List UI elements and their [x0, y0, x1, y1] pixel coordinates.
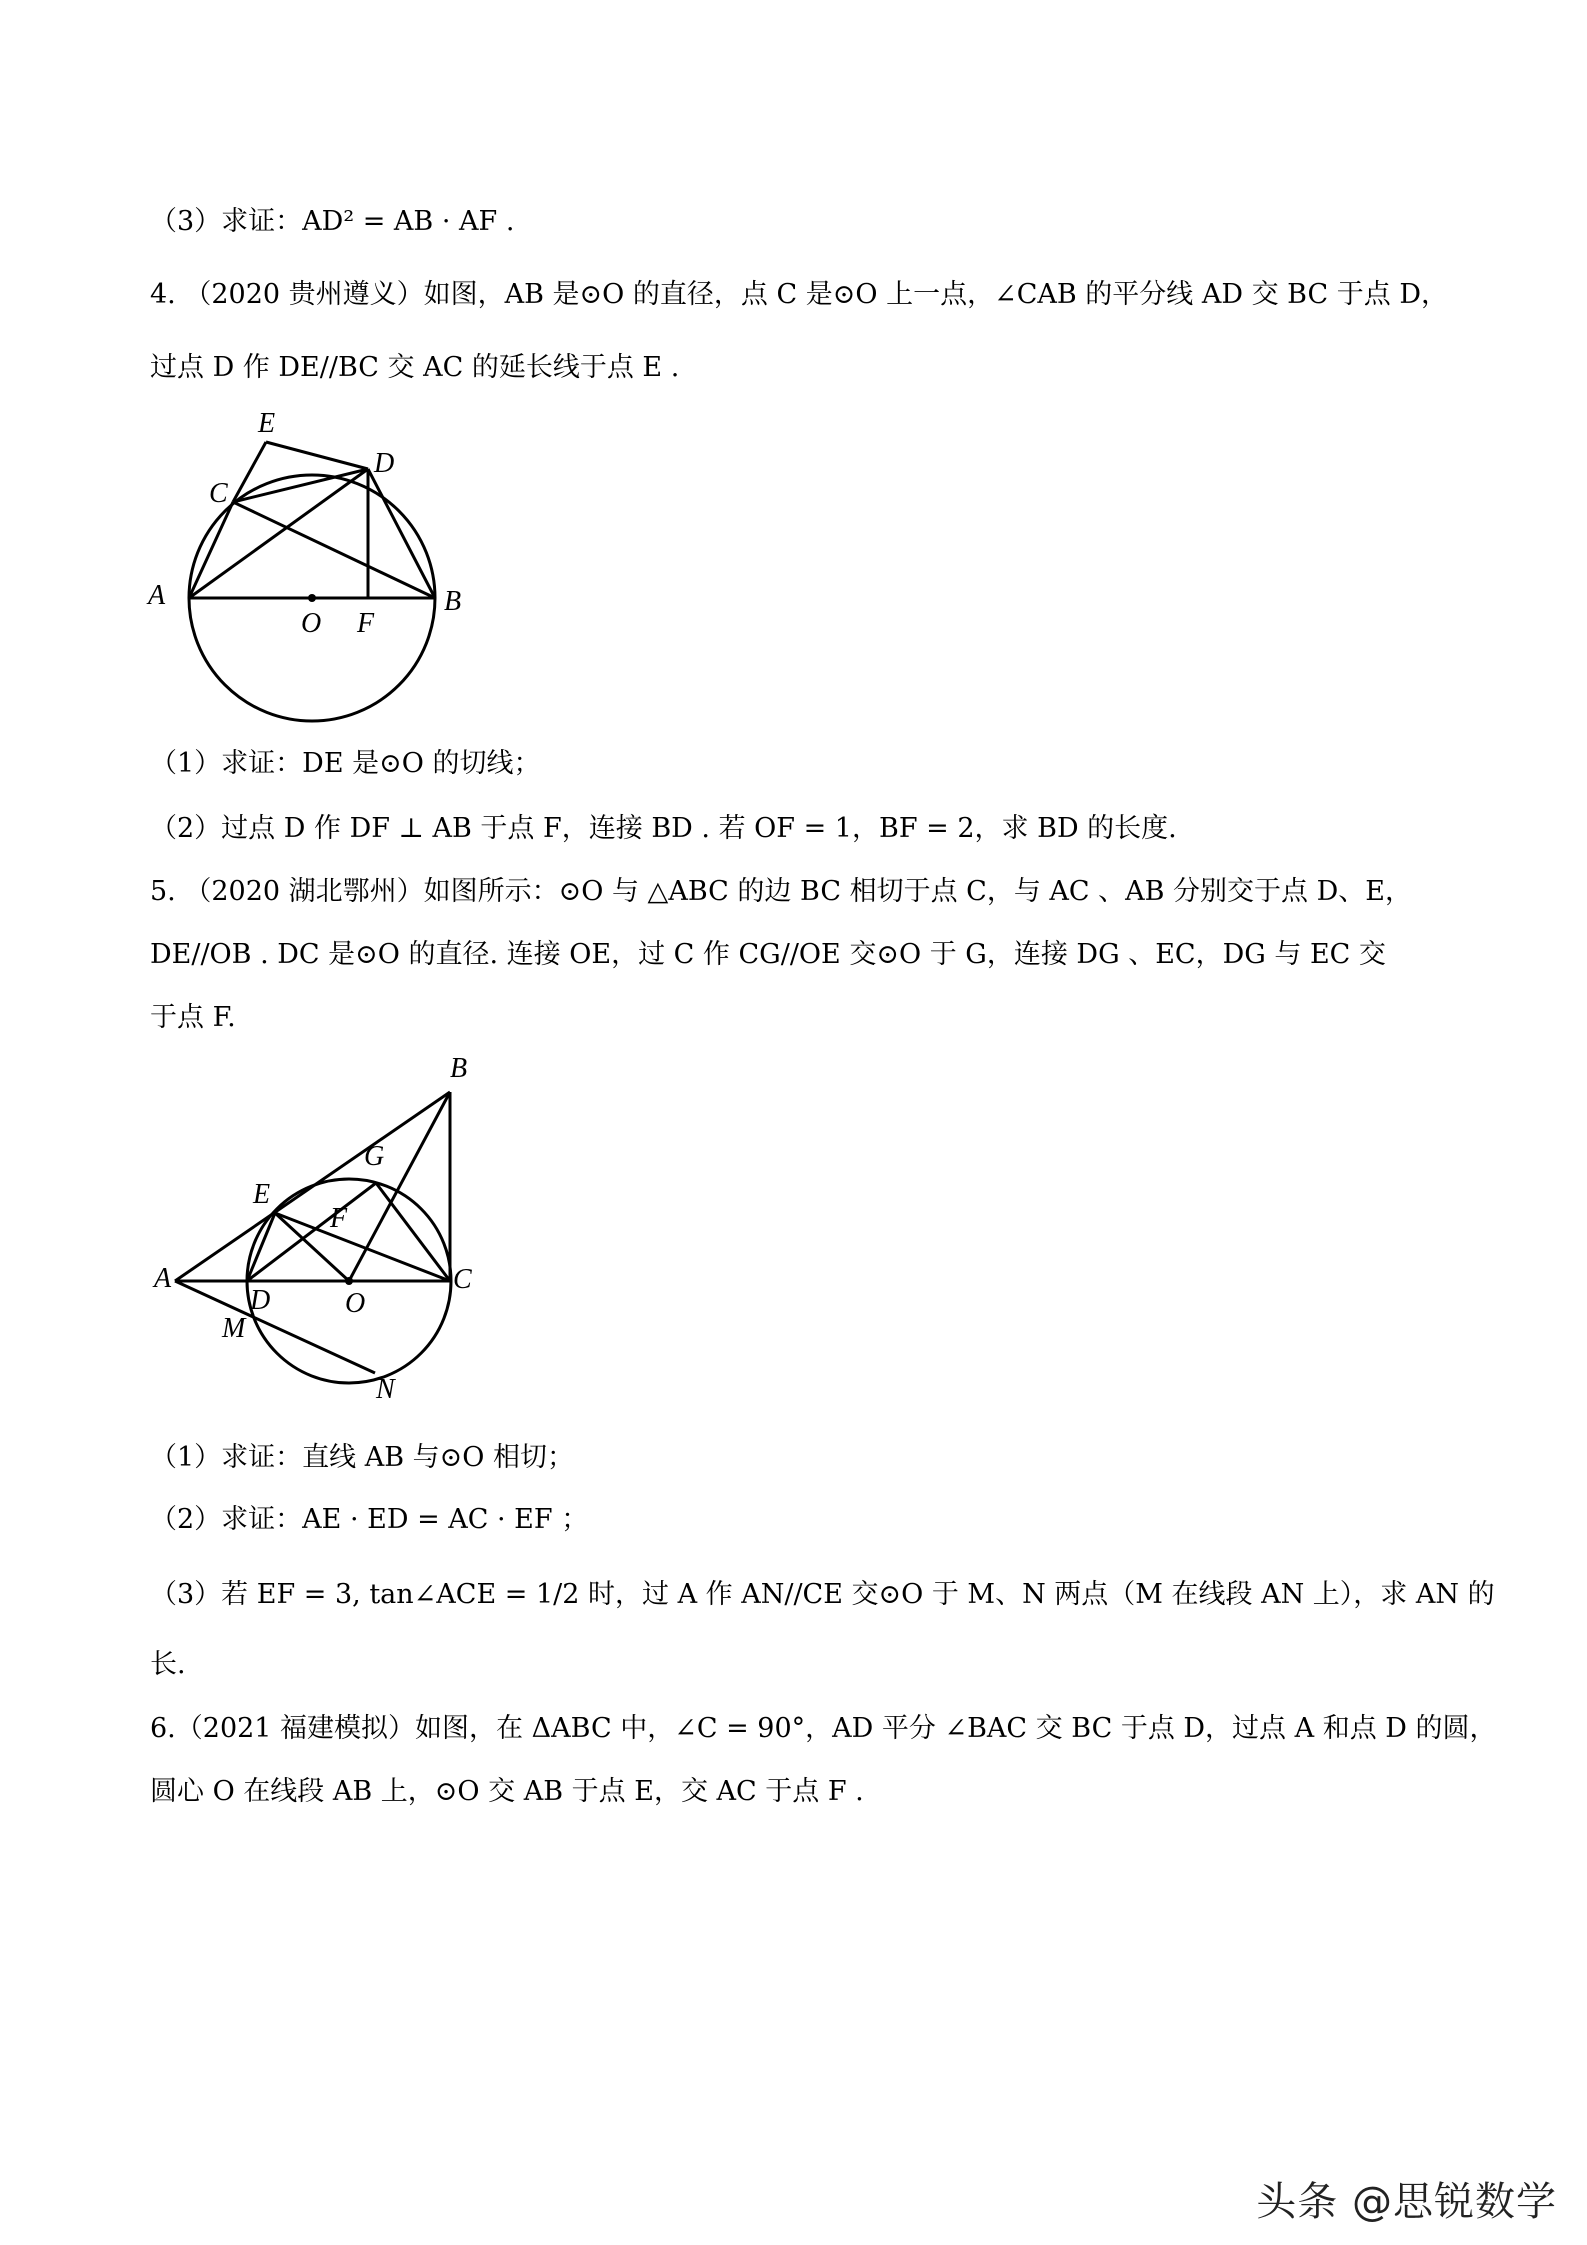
- text-line-5-3: （3）若 EF = 3, tan∠ACE = 1/2 时，过 A 作 AN//CE 交⊙O 于 M、N 两点（M 在线段 AN 上），求 AN 的: [150, 1579, 1495, 1610]
- text-line-4-1: （1）求证：DE 是⊙O 的切线；: [150, 748, 541, 779]
- text-line-problem-4: 4. （2020 贵州遵义）如图，AB 是⊙O 的直径，点 C 是⊙O 上一点，∠CAB 的平分线 AD 交 BC 于点 D，: [150, 279, 1448, 310]
- text-line-problem-5-cont2: 于点 F.: [150, 1002, 236, 1033]
- label-a: A: [154, 1263, 172, 1294]
- label-b: B: [450, 1055, 468, 1084]
- label-n: N: [376, 1374, 395, 1405]
- text-line-3-3: （3）求证：AD² = AB · AF .: [150, 206, 515, 237]
- point-o: [308, 594, 316, 602]
- label-e: E: [258, 408, 276, 439]
- label-f: F: [330, 1203, 348, 1234]
- text-line-5-2: （2）求证：AE · ED = AC · EF ；: [150, 1504, 589, 1535]
- label-o: O: [345, 1288, 366, 1319]
- segment-cd: [233, 469, 368, 502]
- label-e: E: [253, 1179, 271, 1210]
- point-o: [345, 1277, 353, 1285]
- label-o: O: [301, 608, 322, 639]
- text-line-problem-5: 5. （2020 湖北鄂州）如图所示：⊙O 与 △ABC 的边 BC 相切于点 C，与 AC 、AB 分别交于点 D、E，: [150, 876, 1412, 907]
- text-line-5-3-cont: 长.: [150, 1649, 186, 1680]
- segment-ab: [175, 1092, 450, 1281]
- label-d: D: [250, 1285, 271, 1316]
- label-d: D: [374, 448, 395, 479]
- label-g: G: [364, 1141, 385, 1172]
- text-line-4-2: （2）过点 D 作 DF ⊥ AB 于点 F，连接 BD . 若 OF = 1，BF = 2，求 BD 的长度.: [150, 813, 1177, 844]
- segment-ob: [349, 1092, 450, 1281]
- text-line-problem-4-cont: 过点 D 作 DE//BC 交 AC 的延长线于点 E .: [150, 352, 680, 383]
- label-c: C: [209, 478, 228, 509]
- watermark-platform: 头条: [1256, 2179, 1339, 2225]
- label-c: C: [453, 1264, 472, 1295]
- label-a: A: [148, 580, 166, 611]
- figure-triangle-abc: [150, 1055, 490, 1415]
- text-line-problem-5-cont: DE//OB . DC 是⊙O 的直径. 连接 OE，过 C 作 CG//OE 交⊙O 于 G，连接 DG 、EC，DG 与 EC 交: [150, 939, 1386, 970]
- label-b: B: [444, 586, 462, 617]
- text-line-5-1: （1）求证：直线 AB 与⊙O 相切；: [150, 1442, 575, 1473]
- segment-db: [368, 469, 435, 598]
- watermark: [1256, 2170, 1557, 2227]
- watermark-handle: @思锐数学: [1352, 2179, 1557, 2225]
- label-f: F: [357, 608, 375, 639]
- text-line-problem-6-cont: 圆心 O 在线段 AB 上，⊙O 交 AB 于点 E，交 AC 于点 F .: [150, 1776, 864, 1807]
- figure-circle-abcd: [140, 400, 480, 730]
- text-line-problem-6: 6.（2021 福建模拟）如图，在 ΔABC 中，∠C = 90°，AD 平分 ∠BAC 交 BC 于点 D，过点 A 和点 D 的圆，: [150, 1713, 1497, 1744]
- label-m: M: [222, 1313, 246, 1344]
- segment-ed: [266, 442, 368, 469]
